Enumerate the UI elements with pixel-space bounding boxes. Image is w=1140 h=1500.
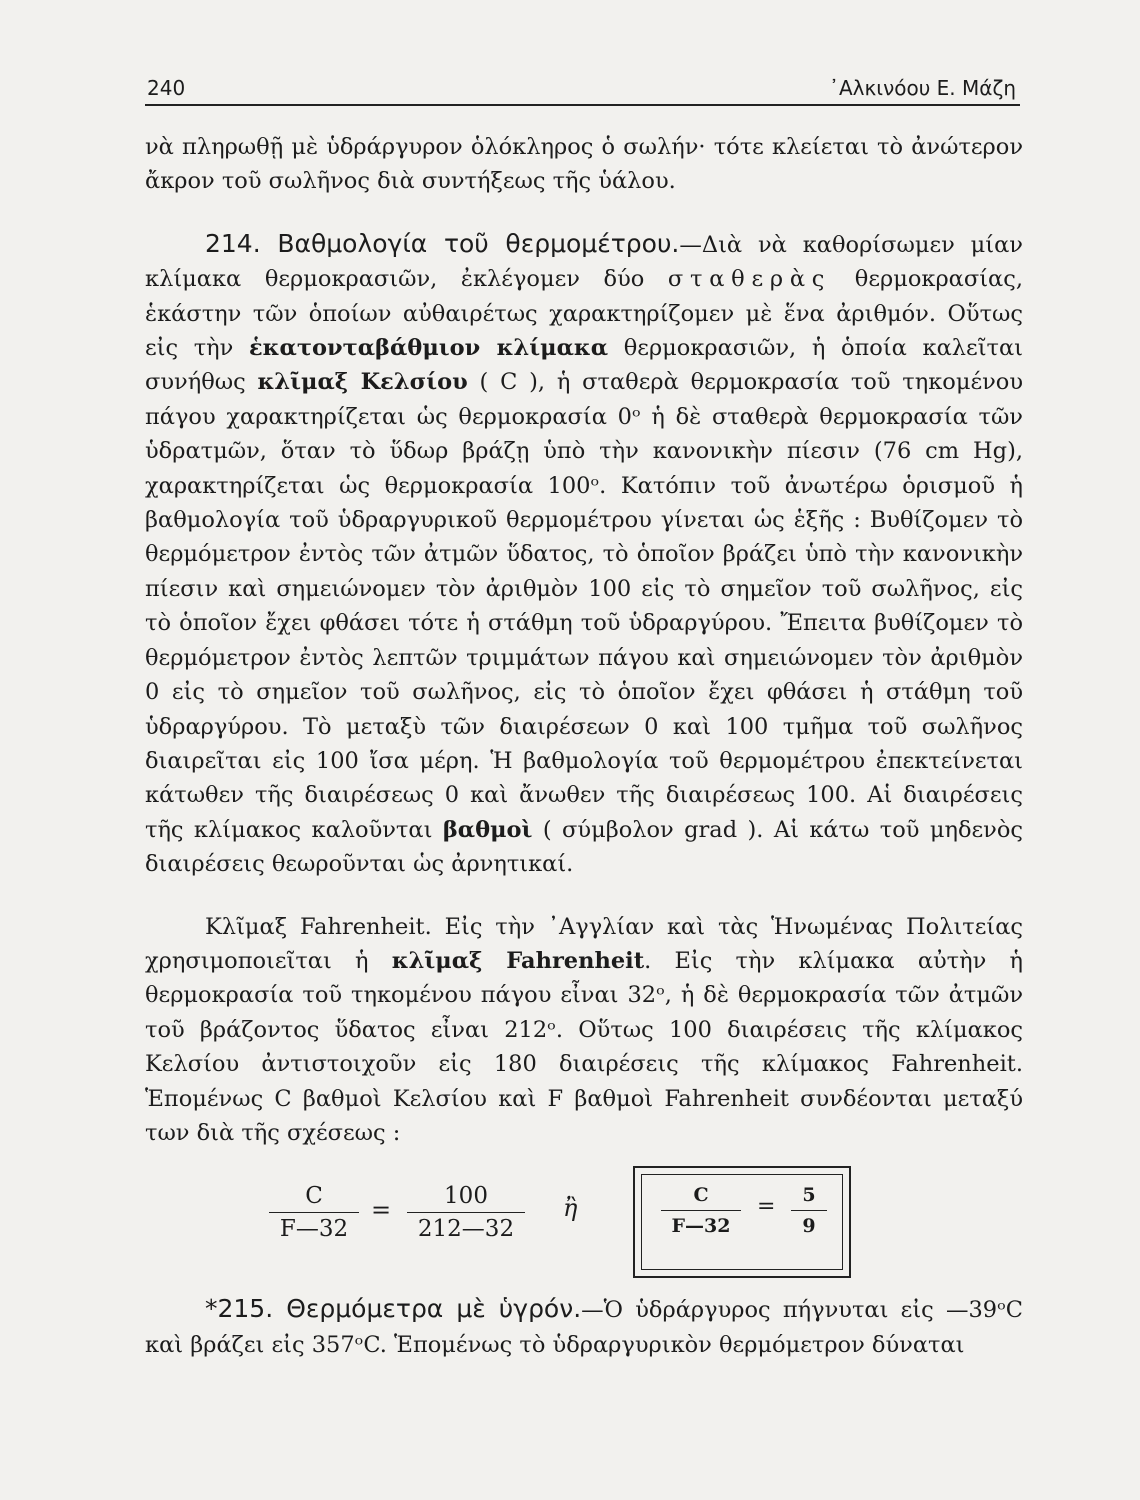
fraction-numerator: C [661,1180,741,1211]
fraction-numerator: 100 [407,1180,525,1213]
section-215 [145,1292,1023,1362]
bold-term: κλῖμαξ Fahrenheit [391,947,645,974]
or-word: ἢ [563,1194,578,1223]
equals-sign: = [371,1196,392,1225]
fraction-c-over-f [269,1180,359,1245]
boxed-formula [633,1166,851,1278]
section-214 [145,227,1023,882]
fraction-100-over-180 [407,1180,525,1245]
page-number: 240 [147,76,186,100]
bold-term: ἑκατονταβάθμιον κλίμακα [248,335,609,362]
paragraph-text: νὰ πληρωθῇ μὲ ὑδράργυρον ὁλόκληρος ὁ σωλήν· τότε κλείεται τὸ ἀνώτερον ἄκρον τοῦ σωλῆνος διὰ συντήξεως τῆς ὑάλου. [145,134,1023,195]
paragraph-text: —Ὁ ὑδράργυρος πήγνυται εἰς —39ᵒC καὶ βράζει εἰς 357ᵒC. Ἑπομένως τὸ ὑδραργυρικὸν θερμόμετρον δύναται [145,1297,1024,1358]
paragraph-continuation [145,130,1023,199]
fraction-c-over-f-boxed [661,1180,741,1241]
fraction-5-over-9 [791,1180,827,1241]
paragraph-text: Διὰ νὰ καθορίσωμεν μίαν κλίμακα θερμοκρασιῶν, ἐκλέγομεν δύο [145,231,1023,293]
fraction-denominator: 212—32 [417,1216,515,1243]
spaced-term: σταθερὰς [667,266,832,293]
paragraph-text: . Εἰς τὴν κλίμακα αὐτὴν ἡ θερμοκρασία τοῦ τηκομένου πάγου εἶναι 32ᵒ, ἡ δὲ θερμοκρασία τῶν ἀτμῶν τοῦ βράζοντος ὕδατος εἶναι 212ᵒ. Οὕτως 100 διαιρέσεις τῆς κλίμακος Κελσίου ἀντιστοιχοῦν εἰς 180 διαιρέσεις τῆς κλίμακος Fahrenheit. Ἑπομένως C βαθμοὶ Κελσίου καὶ F βαθμοὶ Fahrenheit συνδέονται μεταξύ των διὰ τῆς σχέσεως : [145,947,1023,1146]
heading-dash: — [679,231,702,258]
fraction-denominator: 9 [802,1215,816,1238]
equals-sign: = [757,1194,776,1220]
paragraph-text: θερμοκρασίας, ἑκάστην τῶν ὁποίων αὐθαιρέτως χαρακτηρίζομεν μὲ ἕνα ἀριθμόν. Οὕτως εἰς τὴν [145,266,1023,362]
formula-row [145,1168,1023,1280]
paragraph-fahrenheit [145,910,1023,1151]
paragraph-text: ( C ), ἡ σταθερὰ θερμοκρασία τοῦ τηκομένου πάγου χαρακτηρίζεται ὡς θερμοκρασία 0ᵒ ἡ δὲ σταθερὰ θερμοκρασία τῶν ὑδρατμῶν, ὅταν τὸ ὕδωρ βράζῃ ὑπὸ τὴν κανονικὴν πίεσιν (76 cm Hg), χαρακτηρίζεται ὡς θερμοκρασία 100ᵒ. Κατόπιν τοῦ ἀνωτέρω ὁρισμοῦ ἡ βαθμολογία τοῦ ὑδραργυρικοῦ θερμομέτρου γίνεται ὡς ἑξῆς : Βυθίζομεν τὸ θερμόμετρον ἐντὸς τῶν ἀτμῶν ὕδατος, τὸ ὁποῖον βράζει ὑπὸ τὴν κανονικὴν πίεσιν καὶ σημειώνομεν τὸν ἀριθμὸν 100 εἰς τὸ σημεῖον τοῦ σωλῆνος, εἰς τὸ ὁποῖον ἔχει φθάσει τότε ἡ στάθμη τοῦ ὑδραργύρου. Ἔπειτα βυθίζομεν τὸ θερμόμετρον ἐντὸς λεπτῶν τριμμάτων πάγου καὶ σημειώνομεν τὸν ἀριθμὸν 0 εἰς τὸ σημεῖον τοῦ σωλῆνος, εἰς τὸ ὁποῖον ἔχει φθάσει ἡ στάθμη τοῦ ὑδραργύρου. Τὸ μεταξὺ τῶν διαιρέσεων 0 καὶ 100 τμῆμα τοῦ σωλῆνος διαιρεῖται εἰς 100 ἴσα μέρη. Ἡ βαθμολογία τοῦ θερμομέτρου ἐπεκτείνεται κάτωθεν τῆς διαιρέσεως 0 καὶ ἄνωθεν τῆς διαιρέσεως 100. Αἱ διαιρέσεις τῆς κλίμακος καλοῦνται [145,369,1024,843]
page-body [145,130,1023,1362]
fraction-denominator: F—32 [279,1216,349,1243]
section-heading: 214. Βαθμολογία τοῦ θερμομέτρου. [205,228,680,258]
paragraph-text: Κλῖμαξ Fahrenheit. Εἰς τὴν ᾽Αγγλίαν καὶ τὰς Ἡνωμένας Πολιτείας χρησιμοποιεῖται ἡ [145,913,1023,974]
fraction-numerator: C [269,1180,359,1213]
paragraph-text: ( σύμβολον grad ). Αἱ κάτω τοῦ μηδενὸς διαιρέσεις θεωροῦνται ὡς ἀρνητικαί. [145,816,1023,878]
fraction-denominator: F—32 [671,1215,731,1238]
fraction-numerator: 5 [791,1180,827,1211]
running-header [145,74,1020,106]
running-title: ᾽Αλκινόου Ε. Μάζη [829,76,1016,100]
section-heading: *215. Θερμόμετρα μὲ ὑγρόν. [205,1294,582,1324]
paragraph-text: θερμοκρασιῶν, ἡ ὁποία καλεῖται συνήθως [145,335,1023,396]
bold-term: βαθμοὶ [442,816,533,843]
bold-term: κλῖμαξ Κελσίου [257,369,468,396]
